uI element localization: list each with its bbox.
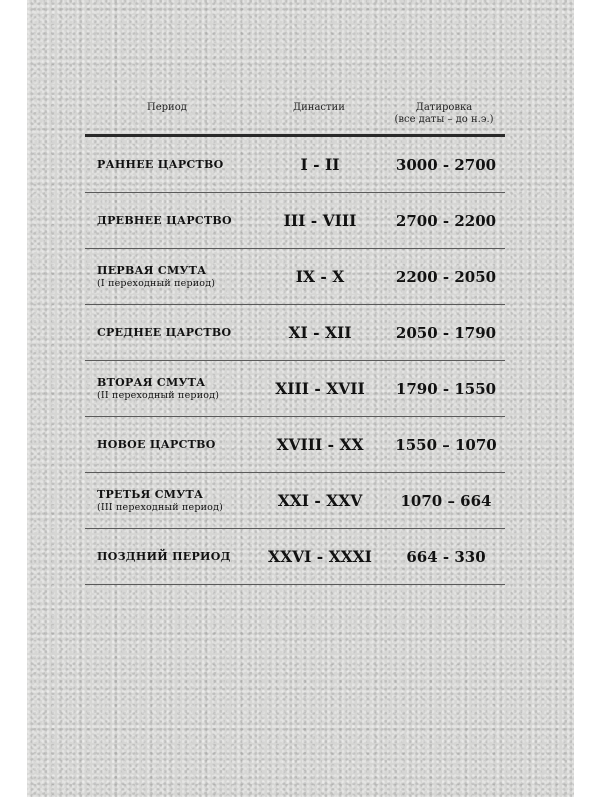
table-row <box>85 249 505 305</box>
dates-cell: 2200 - 2050 <box>395 267 497 286</box>
dates-cell: 1070 – 664 <box>400 491 492 510</box>
table-row <box>85 193 505 249</box>
dynasties-cell: I - II <box>300 155 340 174</box>
table-row <box>85 473 505 529</box>
period-cell <box>97 249 215 304</box>
header-dynasties: Династии <box>293 102 345 113</box>
chronology-table <box>85 96 505 585</box>
table-row <box>85 137 505 193</box>
table-row <box>85 417 505 473</box>
dates-cell: 1790 - 1550 <box>395 379 497 398</box>
header-dating-note: (все даты – до н.э.) <box>394 114 494 125</box>
table-row <box>85 361 505 417</box>
dynasties-cell: XIII - XVII <box>275 379 365 398</box>
period-cell <box>97 529 231 584</box>
period-name: ДРЕВНЕЕ ЦАРСТВО <box>97 214 232 227</box>
dynasties-cell: XXI - XXV <box>277 491 363 510</box>
header-period: Период <box>147 102 187 113</box>
dates-cell: 1550 – 1070 <box>395 435 497 454</box>
dates-cell: 2050 - 1790 <box>395 323 497 342</box>
period-cell <box>97 473 223 528</box>
dynasties-cell: XI - XII <box>288 323 352 342</box>
period-name: ВТОРАЯ СМУТА <box>97 376 206 389</box>
table-row <box>85 529 505 585</box>
period-name: СРЕДНЕЕ ЦАРСТВО <box>97 326 232 339</box>
period-subtitle: (III переходный период) <box>97 502 224 513</box>
period-name: НОВОЕ ЦАРСТВО <box>97 438 216 451</box>
period-cell <box>97 361 219 416</box>
period-name: ПОЗДНИЙ ПЕРИОД <box>97 550 231 563</box>
dates-cell: 2700 - 2200 <box>395 211 497 230</box>
period-cell <box>97 305 231 360</box>
period-cell <box>97 417 216 472</box>
dates-cell: 3000 - 2700 <box>395 155 497 174</box>
period-name: РАННЕЕ ЦАРСТВО <box>97 158 224 171</box>
period-cell <box>97 137 224 192</box>
dynasties-cell: XXVI - XXXI <box>268 547 372 566</box>
dynasties-cell: XVIII - XX <box>276 435 364 454</box>
dynasties-cell: III - VIII <box>283 211 357 230</box>
table-row <box>85 305 505 361</box>
period-cell <box>97 193 232 248</box>
dates-cell: 664 - 330 <box>406 547 486 566</box>
period-name: ТРЕТЬЯ СМУТА <box>97 488 204 501</box>
dynasties-cell: IX - X <box>295 267 345 286</box>
period-subtitle: (II переходный период) <box>97 390 220 401</box>
period-subtitle: (I переходный период) <box>97 278 216 289</box>
period-name: ПЕРВАЯ СМУТА <box>97 264 207 277</box>
header-dating-title: Датировка <box>415 102 473 113</box>
table-header <box>85 96 505 134</box>
header-dating <box>385 102 503 126</box>
